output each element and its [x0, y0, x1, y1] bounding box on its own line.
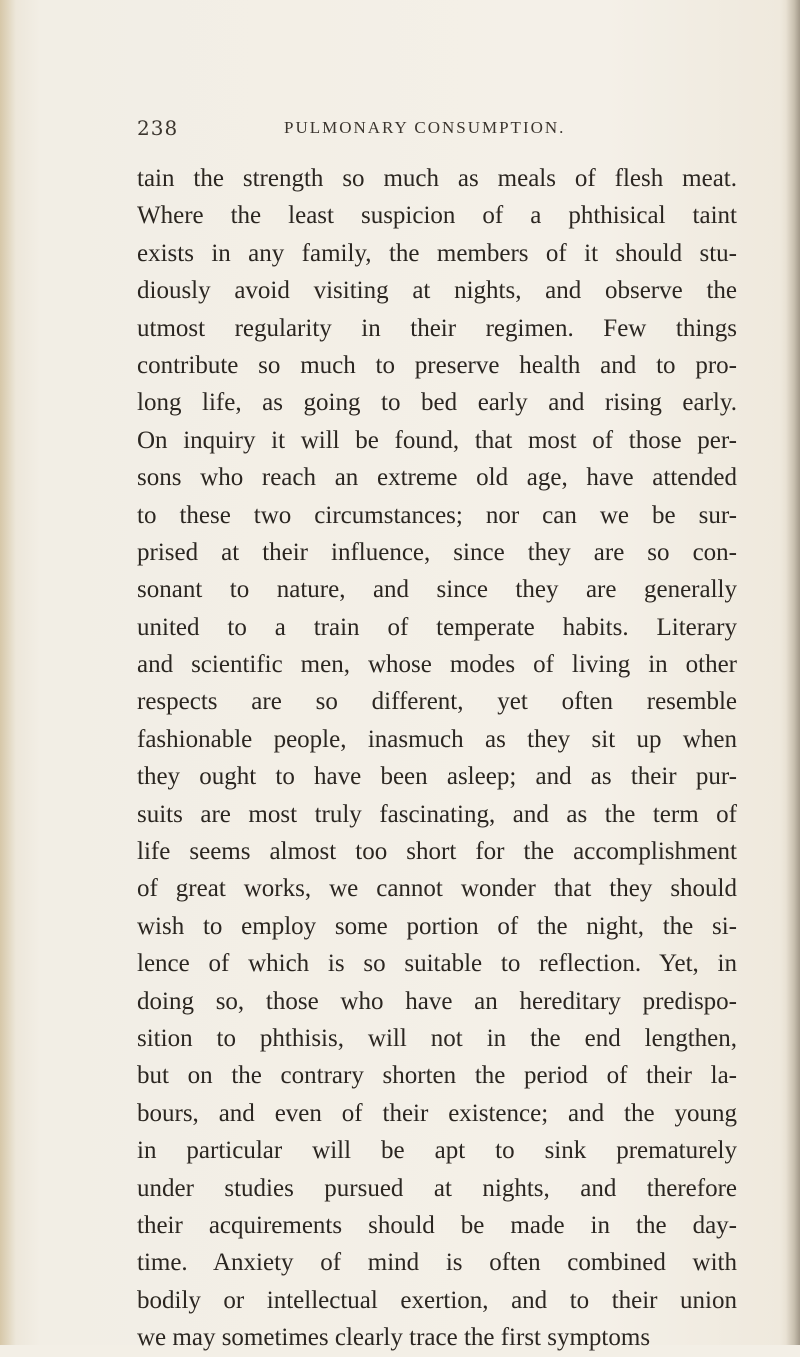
- page-number: 238: [137, 116, 179, 140]
- body-text: [137, 160, 737, 1357]
- text-line: and scientific men, whose modes of living in other: [137, 651, 737, 679]
- text-line: utmost regularity in their regimen. Few things: [137, 314, 737, 342]
- text-line: but on the contrary shorten the period of their la-: [137, 1062, 737, 1090]
- text-line: united to a train of temperate habits. Literary: [137, 613, 737, 641]
- text-line: fashionable people, inasmuch as they sit up when: [137, 725, 737, 753]
- text-line: we may sometimes clearly trace the first symptoms: [137, 1324, 651, 1352]
- text-line: respects are so different, yet often resemble: [137, 688, 737, 716]
- text-line: tain the strength so much as meals of flesh meat.: [137, 165, 737, 192]
- text-line: On inquiry it will be found, that most of those per-: [137, 426, 737, 454]
- page-gutter-stain: [0, 0, 16, 1345]
- text-line: long life, as going to bed early and rising early.: [137, 389, 737, 417]
- text-line: prised at their influence, since they are so con-: [137, 538, 737, 566]
- text-line: to these two circumstances; nor can we be sur-: [137, 501, 737, 529]
- text-line: doing so, those who have an hereditary predispo-: [137, 987, 737, 1015]
- text-line: bours, and even of their existence; and the young: [137, 1099, 737, 1127]
- text-line: diously avoid visiting at nights, and observe the: [137, 277, 737, 305]
- text-line: in particular will be apt to sink prematurely: [137, 1137, 737, 1165]
- text-line: sonant to nature, and since they are generally: [137, 576, 737, 604]
- text-line: suits are most truly fascinating, and as the term of: [137, 800, 737, 828]
- text-line: lence of which is so suitable to reflection. Yet, in: [137, 950, 737, 978]
- text-line: life seems almost too short for the accomplishment: [137, 838, 737, 866]
- text-line: under studies pursued at nights, and therefore: [137, 1174, 737, 1202]
- text-line: sition to phthisis, will not in the end lengthen,: [137, 1024, 737, 1052]
- text-line: wish to employ some portion of the night, the si-: [137, 912, 737, 940]
- text-line: sons who reach an extreme old age, have attended: [137, 464, 737, 492]
- running-title: PULMONARY CONSUMPTION.: [284, 118, 566, 137]
- text-line: their acquirements should be made in the day-: [137, 1211, 737, 1239]
- text-line: of great works, we cannot wonder that they should: [137, 875, 737, 903]
- page-edge-shadow: [786, 0, 800, 1345]
- text-line: time. Anxiety of mind is often combined with: [137, 1249, 737, 1277]
- text-line: bodily or intellectual exertion, and to their union: [137, 1286, 737, 1314]
- running-head: [137, 116, 737, 142]
- text-line: exists in any family, the members of it should stu-: [137, 239, 737, 267]
- text-line: contribute so much to preserve health and to pro-: [137, 351, 737, 379]
- text-line: they ought to have been asleep; and as their pur-: [137, 763, 737, 791]
- text-line: Where the least suspicion of a phthisical taint: [137, 202, 737, 230]
